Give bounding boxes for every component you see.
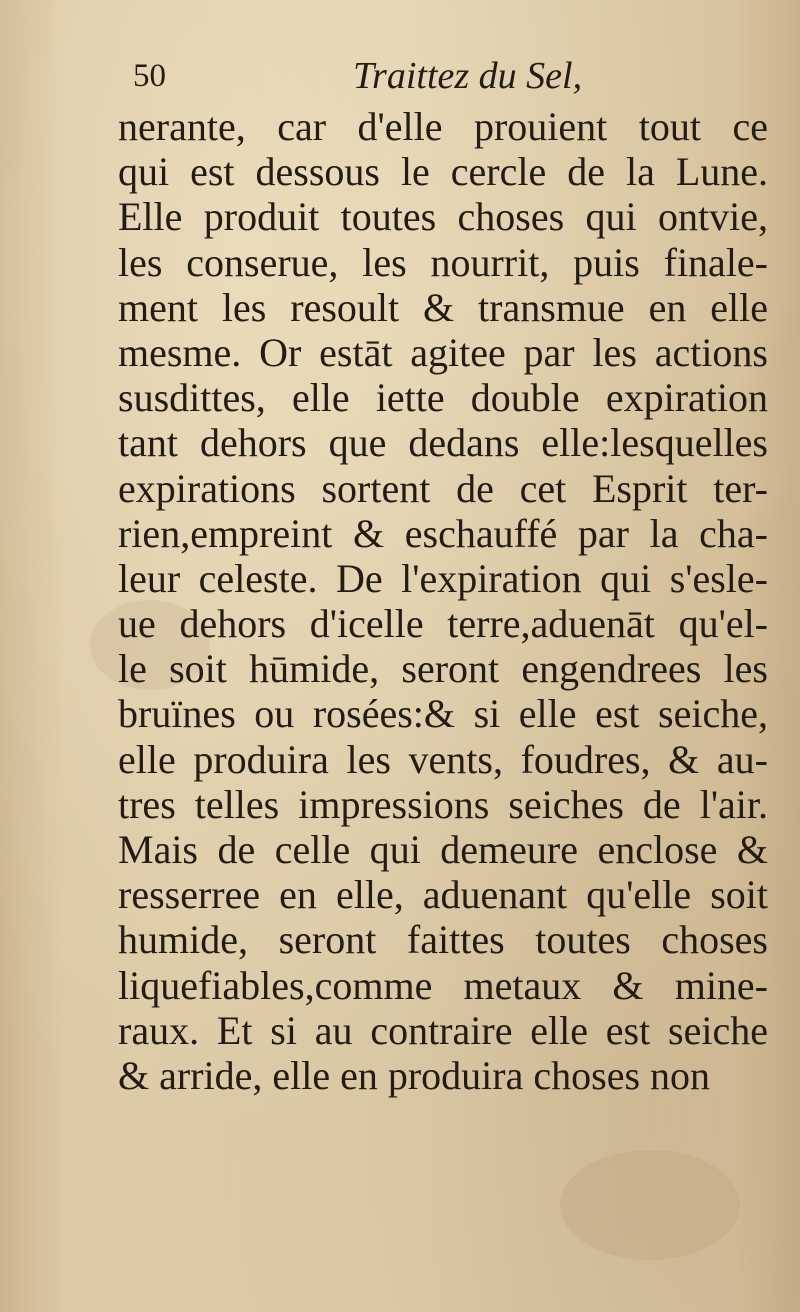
text-line: susdittes, elle iette double expiration: [118, 375, 768, 421]
text-line: Mais de celle qui demeure enclose &: [118, 827, 768, 872]
text-line: Elle produit toutes choses qui ontvie,: [118, 194, 768, 240]
text-line: humide, seront faittes toutes choses: [118, 917, 768, 963]
page-number: 50: [133, 58, 166, 94]
text-line: qui est dessous le cercle de la Lune.: [118, 149, 768, 195]
text-line: rien,empreint & eschauffé par la cha-: [118, 510, 768, 556]
text-line: & arride, elle en produira choses non: [118, 1052, 711, 1098]
text-line: liquefiables,comme metaux & mine-: [118, 962, 768, 1008]
text-line: ue dehors d'icelle terre,aduenāt qu'el-: [118, 601, 768, 647]
paper-stain: [560, 1150, 740, 1260]
text-line: le soit hūmide, seront engendrees les: [118, 646, 768, 692]
text-line: expirations sortent de cet Esprit ter-: [118, 465, 768, 511]
text-line: tres telles impressions seiches de l'air.: [118, 781, 768, 827]
text-line: bruïnes ou rosées:& si elle est seiche,: [118, 691, 768, 737]
running-title: Traittez du Sel,: [353, 55, 583, 97]
text-line: leur celeste. De l'expiration qui s'esle-: [118, 555, 768, 601]
text-line: tant dehors que dedans elle:lesquelles: [118, 420, 768, 466]
text-line: raux. Et si au contraire elle est seiche: [118, 1007, 768, 1053]
body-text: [118, 104, 768, 1098]
text-line: ment les resoult & transmue en elle: [118, 284, 768, 330]
text-line: elle produira les vents, foudres, & au-: [118, 736, 768, 782]
text-line: mesme. Or estāt agitee par les actions: [118, 329, 768, 375]
text-line: nerante, car d'elle prouient tout ce: [118, 104, 768, 149]
text-line: resserree en elle, aduenant qu'elle soit: [118, 872, 768, 918]
text-line: les conserue, les nourrit, puis finale-: [118, 239, 768, 285]
